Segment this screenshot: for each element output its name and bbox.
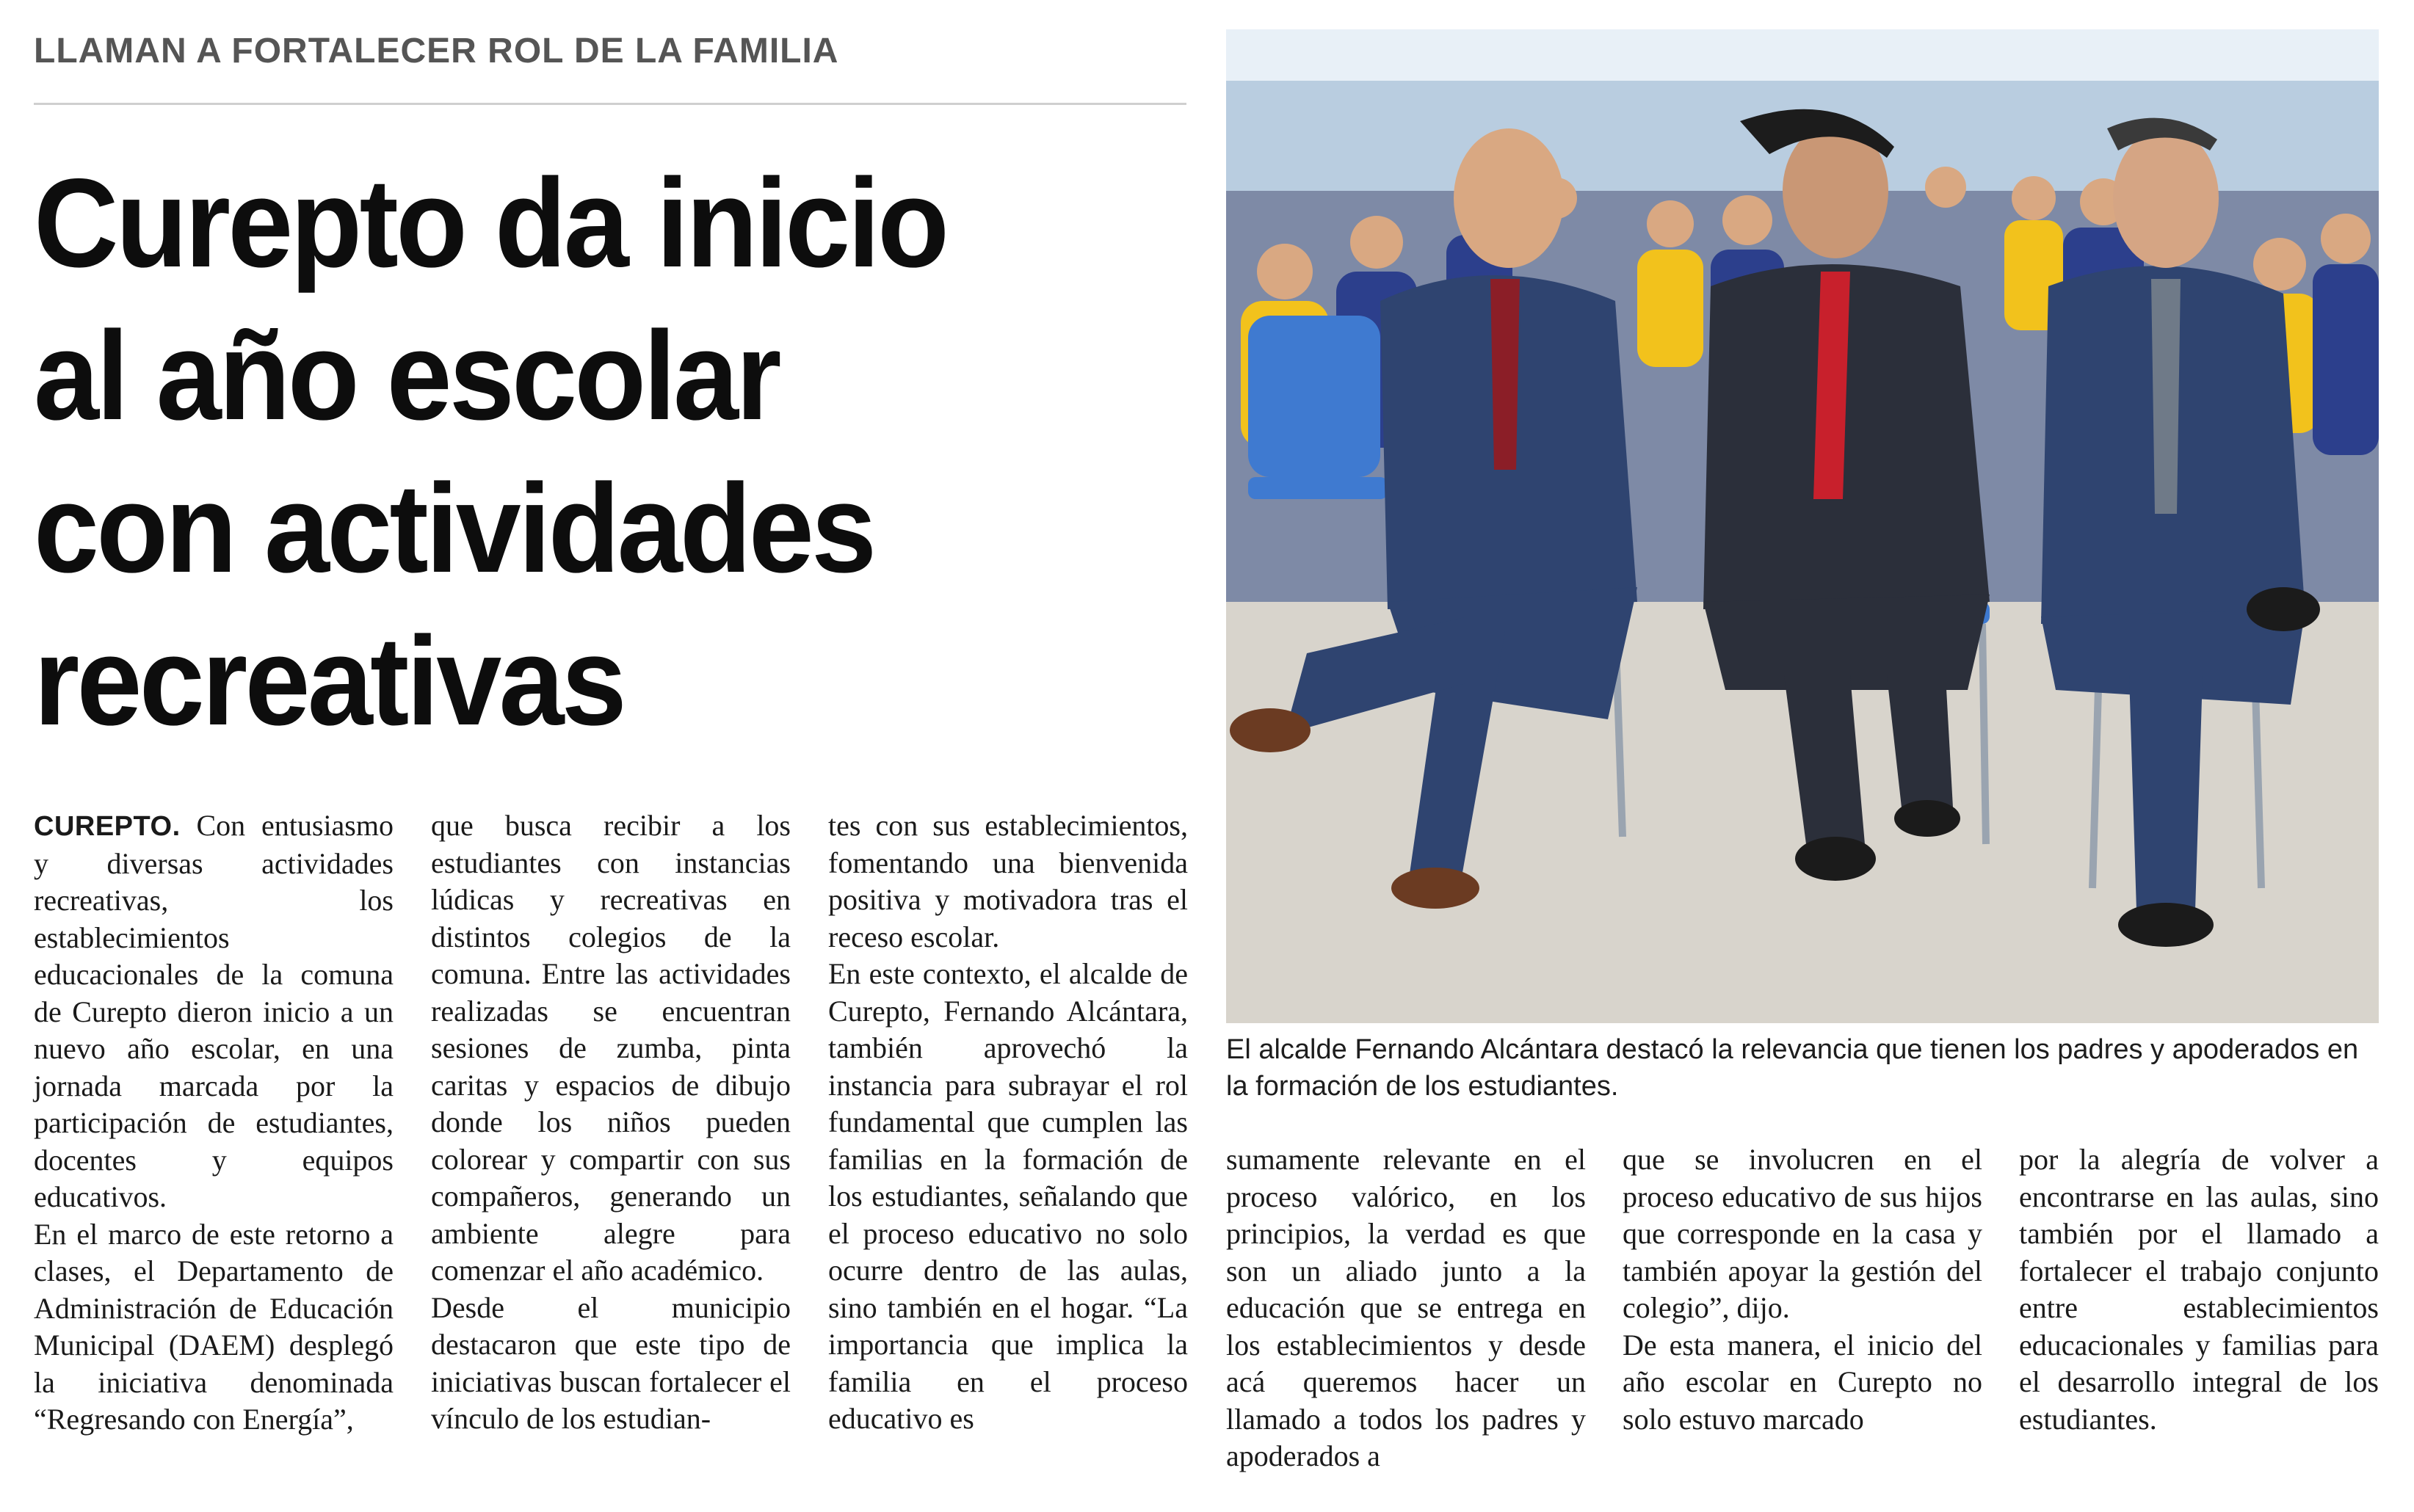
dateline: CUREPTO. [34,811,181,842]
paragraph: En este contexto, el alcalde de Curepto, Fernando Alcántara, también aprovechó la instancia para subrayar el rol fundamental que cumplen las familias en la formación de los estudiantes, señalando que el proceso educativo no solo ocurre dentro de las aulas, sino también en el hogar. “La importancia que implica la familia en el proceso educativo es [828,957,1188,1435]
paragraph-text: Con entusiasmo y diversas actividades recreativas, los establecimientos educacionales de la comuna de Curepto dieron inicio a un nuevo año escolar, en una jornada marcada por la participación de estudiantes, docentes y equipos educativos. [34,809,394,1213]
headline-line-4: recreativas [34,611,625,752]
photo-roof [1226,29,2379,81]
headline-line-3: con actividades [34,458,874,599]
headline [34,147,1099,757]
paragraph: que busca recibir a los estudiantes con instancias lúdicas y recreativas en distintos colegios de la comuna. Entre las actividades realizadas se encuentran sesiones de zumba, pinta caritas y espacios de dibujo donde los niños pueden colorear y compartir con sus compañeros, generando un ambiente alegre para comenzar el año académico. [431,809,791,1287]
headline-line-2: al año escolar [34,305,779,446]
article-column-6 [2019,1141,2379,1438]
article-column-3 [828,807,1188,1438]
photo-caption: El alcalde Fernando Alcántara destacó la relevancia que tienen los padres y apoderados en la formación de los estudiantes. [1226,1034,2359,1102]
article-column-5 [1623,1141,1982,1438]
kicker-rule [34,103,1186,105]
paragraph [34,807,394,1216]
paragraph: Desde el municipio destacaron que este tipo de iniciativas buscan fortalecer el vínculo de los estudian- [431,1290,791,1435]
paragraph: por la alegría de volver a encontrarse en las aulas, sino también por el llamado a fortalecer el trabajo conjunto entre establecimientos educacionales y familias para el desarrollo integral de los estudiantes. [2019,1143,2379,1436]
paragraph: sumamente relevante en el proceso valórico, en los principios, la verdad es que son un aliado junto a la educación que se entrega en los establecimientos y desde acá queremos hacer un llamado a todos los padres y apoderados a [1226,1143,1586,1472]
article-column-2 [431,807,791,1438]
article-column-1 [34,807,394,1439]
section-kicker: LLAMAN A FORTALECER ROL DE LA FAMILIA [34,32,839,70]
paragraph: que se involucren en el proceso educativo de sus hijos que corresponde en la casa y también apoyar la gestión del colegio”, dijo. [1623,1143,1982,1324]
article-column-4 [1226,1141,1586,1475]
article-photo [1226,29,2379,1023]
paragraph: tes con sus establecimientos, fomentando una bienvenida positiva y motivadora tras el receso escolar. [828,809,1188,953]
paragraph: En el marco de este retorno a clases, el Departamento de Administración de Educación Municipal (DAEM) desplegó la iniciativa denominada “Regresando con Energía”, [34,1217,394,1436]
paragraph: De esta manera, el inicio del año escolar en Curepto no solo estuvo marcado [1623,1328,1982,1436]
photo-illustration [1226,29,2379,1023]
headline-line-1: Curepto da inicio [34,153,947,294]
